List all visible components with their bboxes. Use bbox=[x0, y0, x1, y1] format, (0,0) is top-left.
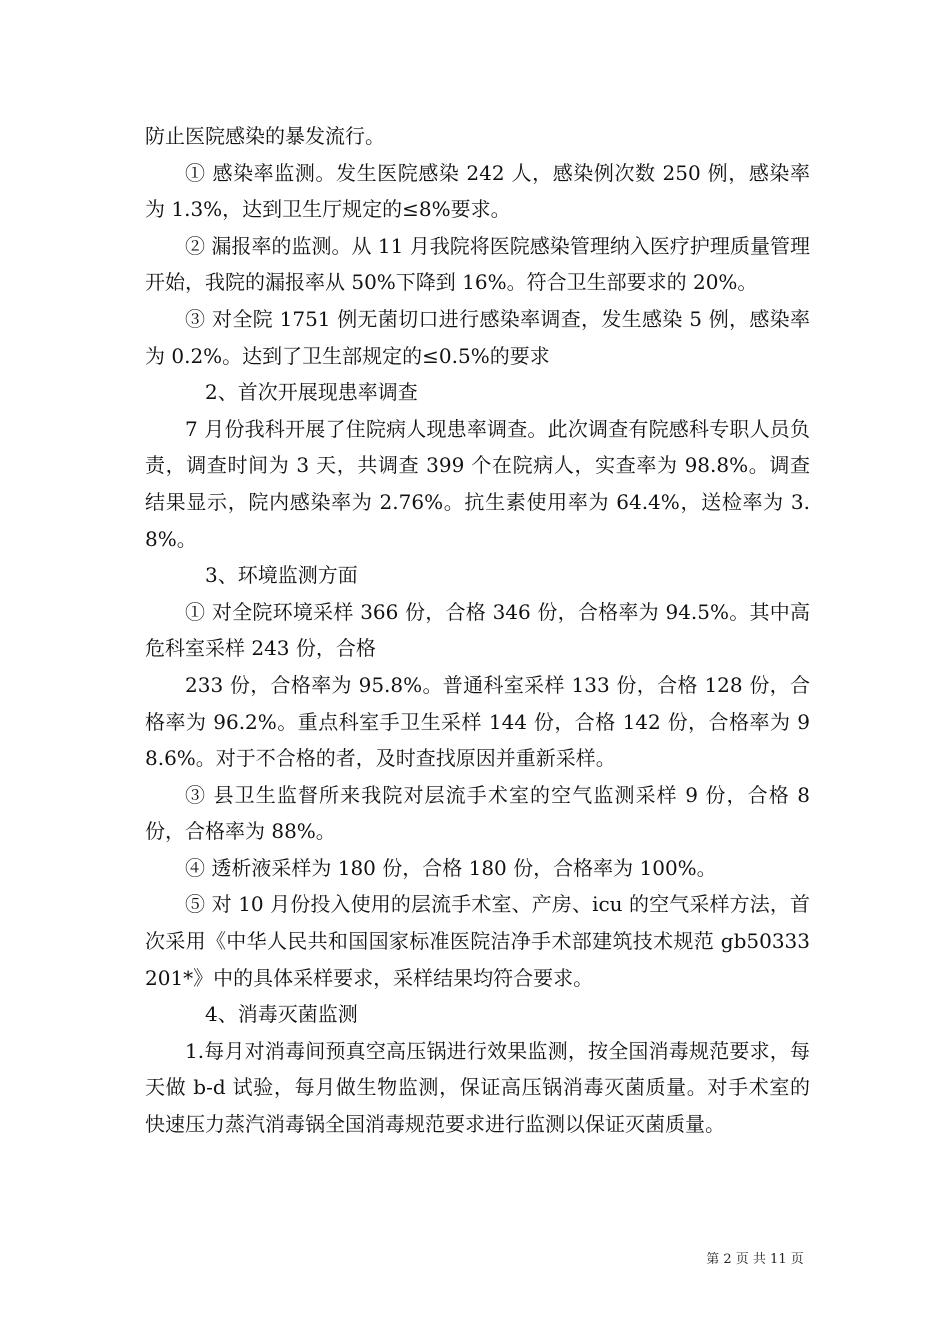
paragraph-infection-rate: ① 感染率监测。发生医院感染 242 人，感染例次数 250 例，感染率为 1.3%，达到卫生厅规定的≤8%要求。 bbox=[145, 160, 810, 222]
page-number: 第 2 页 共 11 页 bbox=[706, 1252, 804, 1267]
document-body bbox=[145, 118, 810, 1143]
page-footer bbox=[0, 1248, 950, 1267]
paragraph-underreport-rate: ② 漏报率的监测。从 11 月我院将医院感染管理纳入医疗护理质量管理开始，我院的漏报率从 50%下降到 16%。符合卫生部要求的 20%。 bbox=[145, 233, 810, 295]
section-heading-2: 2、首次开展现患率调查 bbox=[205, 380, 418, 405]
paragraph-sterilization-monitoring: 1.每月对消毒间预真空高压锅进行效果监测，按全国消毒规范要求，每天做 b-d 试验，每月做生物监测，保证高压锅消毒灭菌质量。对手术室的快速压力蒸汽消毒锅全国消毒规范要求进行监测以保证灭菌质量。 bbox=[145, 1038, 810, 1137]
paragraph-environment-sampling-cont: 233 份，合格率为 95.8%。普通科室采样 133 份，合格 128 份，合格率为 96.2%。重点科室手卫生采样 144 份，合格 142 份，合格率为 98.6%。对于不合格的者，及时查找原因并重新采样。 bbox=[145, 672, 810, 771]
paragraph-prevalence-survey: 7 月份我科开展了住院病人现患率调查。此次调查有院感科专职人员负责，调查时间为 3 天，共调查 399 个在院病人，实查率为 98.8%。调查结果显示，院内感染率为 2.76%。抗生素使用率为 64.4%，送检率为 3.8%。 bbox=[145, 416, 810, 551]
paragraph-air-monitoring: ③ 县卫生监督所来我院对层流手术室的空气监测采样 9 份，合格 8 份，合格率为 88%。 bbox=[145, 782, 810, 844]
section-heading-3: 3、环境监测方面 bbox=[205, 563, 358, 588]
paragraph-incision-survey: ③ 对全院 1751 例无菌切口进行感染率调查，发生感染 5 例，感染率为 0.2%。达到了卫生部规定的≤0.5%的要求 bbox=[145, 306, 810, 368]
section-heading-4: 4、消毒灭菌监测 bbox=[205, 1002, 358, 1027]
paragraph-1: 防止医院感染的暴发流行。 bbox=[145, 124, 385, 148]
paragraph-cleanroom-sampling: ⑤ 对 10 月份投入使用的层流手术室、产房、icu 的空气采样方法，首次采用《中华人民共和国国家标准医院洁净手术部建筑技术规范 gb50333201*》中的具体采样要求，采样结果均符合要求。 bbox=[145, 892, 810, 990]
paragraph-dialysate-sampling: ④ 透析液采样为 180 份，合格 180 份，合格率为 100%。 bbox=[185, 855, 717, 880]
paragraph-environment-sampling: ① 对全院环境采样 366 份，合格 346 份，合格率为 94.5%。其中高危科室采样 243 份，合格 bbox=[145, 599, 810, 661]
